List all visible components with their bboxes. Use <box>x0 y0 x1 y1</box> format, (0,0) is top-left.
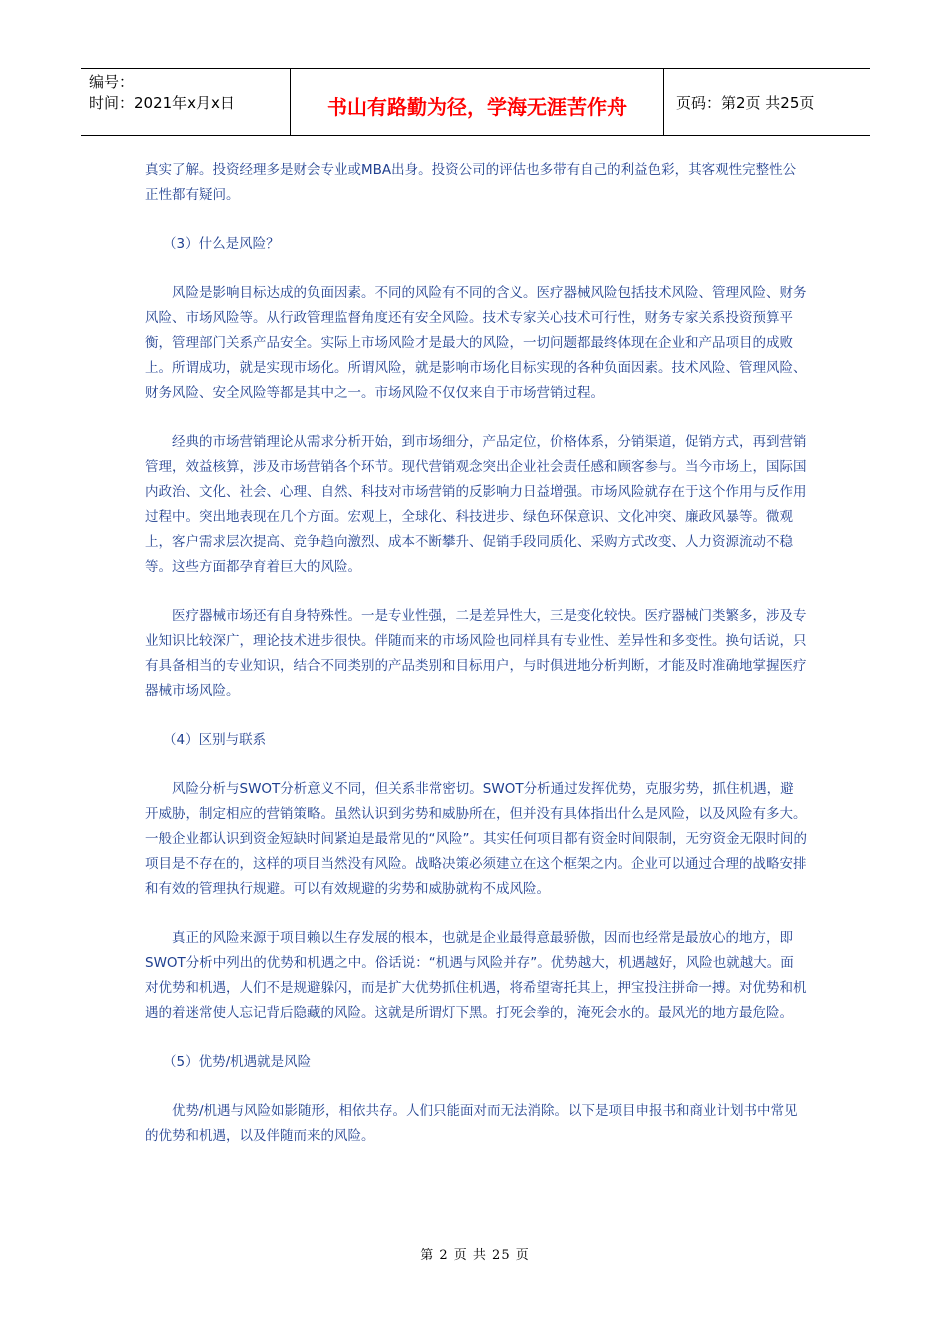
page-footer: 第 2 页 共 25 页 <box>420 1248 530 1263</box>
document-body <box>145 158 807 1149</box>
page-header <box>81 68 870 136</box>
paragraph-marketing-theory: 经典的市场营销理论从需求分析开始，到市场细分，产品定位，价格体系，分销渠道，促销方式，再到营销管理，效益核算，涉及市场营销各个环节。现代营销观念突出企业社会责任感和顾客参与。当今市场上，国际国内政治、文化、社会、心理、自然、科技对市场营销的反影响力日益增强。市场风险就存在于这个作用与反作用过程中。突出地表现在几个方面。宏观上，全球化、科技进步、绿色环保意识、文化冲突、廉政风暴等。微观上，客户需求层次提高、竞争趋向激烈、成本不断攀升、促销手段同质化、采购方式改变、人力资源流动不稳等。这些方面都孕育着巨大的风险。 <box>145 434 807 575</box>
section-heading-3: （3）什么是风险？ <box>163 236 280 252</box>
paragraph-swot-relation: 风险分析与SWOT分析意义不同，但关系非常密切。SWOT分析通过发挥优势，克服劣势，抓住机遇，避开威胁，制定相应的营销策略。虽然认识到劣势和威胁所在，但并没有具体指出什么是风险，以及风险有多大。一般企业都认识到资金短缺时间紧迫是最常见的“风险”。其实任何项目都有资金时间限制，无穷资金无限时间的项目是不存在的，这样的项目当然没有风险。战略决策必须建立在这个框架之内。企业可以通过合理的战略安排和有效的管理执行规避。可以有效规避的劣势和威胁就构不成风险。 <box>145 781 807 897</box>
section-heading-5: （5）优势/机遇就是风险 <box>163 1054 312 1070</box>
document-number-label: 编号： <box>89 73 135 91</box>
header-motto: 书山有路勤为径，学海无涯苦作舟 <box>291 69 664 136</box>
paragraph-true-risk: 真正的风险来源于项目赖以生存发展的根本，也就是企业最得意最骄傲，因而也经常是最放心的地方，即SWOT分析中列出的优势和机遇之中。俗话说：“机遇与风险并存”。优势越大，机遇越好，风险也就越大。面对优势和机遇，人们不是规避躲闪，而是扩大优势抓住机遇，将希望寄托其上，押宝投注拼命一搏。对优势和机遇的着迷常使人忘记背后隐藏的风险。这就是所谓灯下黑。打死会拳的，淹死会水的。最风光的地方最危险。 <box>145 930 807 1021</box>
header-meta <box>81 69 291 136</box>
document-time-label: 时间：2021年x月x日 <box>89 94 235 112</box>
section-heading-4: （4）区别与联系 <box>163 732 267 748</box>
paragraph-risk-definition: 风险是影响目标达成的负面因素。不同的风险有不同的含义。医疗器械风险包括技术风险、管理风险、财务风险、市场风险等。从行政管理监督角度还有安全风险。技术专家关心技术可行性，财务专家关系投资预算平衡，管理部门关系产品安全。实际上市场风险才是最大的风险，一切问题都最终体现在企业和产品项目的成败上。所谓成功，就是实现市场化。所谓风险，就是影响市场化目标实现的各种负面因素。技术风险、管理风险、财务风险、安全风险等都是其中之一。市场风险不仅仅来自于市场营销过程。 <box>145 285 807 401</box>
paragraph-medical-device-market: 医疗器械市场还有自身特殊性。一是专业性强，二是差异性大，三是变化较快。医疗器械门类繁多，涉及专业知识比较深广，理论技术进步很快。伴随而来的市场风险也同样具有专业性、差异性和多变性。换句话说，只有具备相当的专业知识，结合不同类别的产品类别和目标用户，与时俱进地分析判断，才能及时准确地掌握医疗器械市场风险。 <box>145 608 807 699</box>
paragraph-continuation: 真实了解。投资经理多是财会专业或MBA出身。投资公司的评估也多带有自己的利益色彩，其客观性完整性公正性都有疑问。 <box>145 162 797 203</box>
paragraph-advantage-risk: 优势/机遇与风险如影随形，相依共存。人们只能面对而无法消除。以下是项目申报书和商业计划书中常见的优势和机遇，以及伴随而来的风险。 <box>145 1103 798 1144</box>
header-page-info: 页码：第2页 共25页 <box>664 69 871 136</box>
